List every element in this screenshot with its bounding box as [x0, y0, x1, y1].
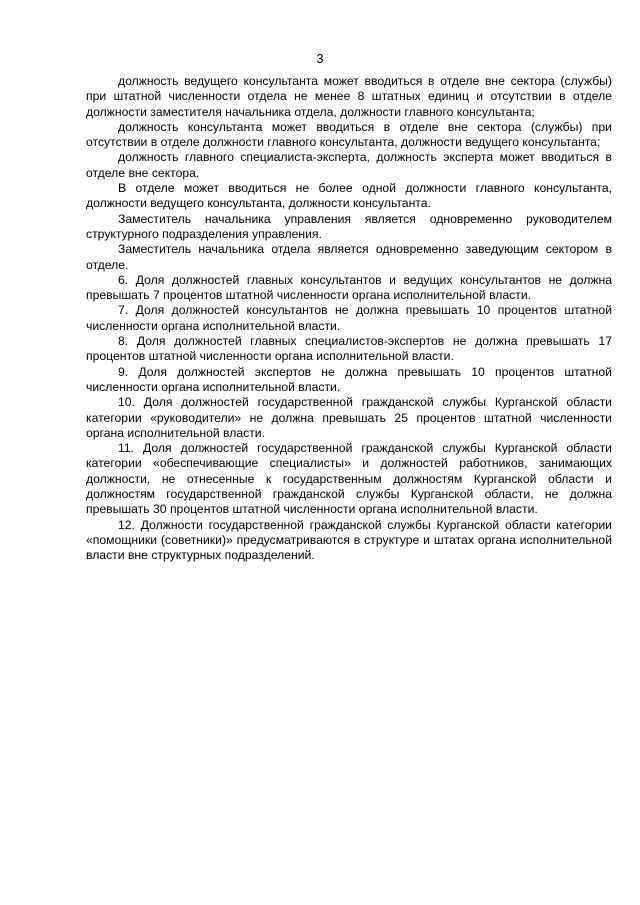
paragraph-item-7: 7. Доля должностей консультантов не должна превышать 10 процентов штатной численности органа исполнительной власти.: [86, 303, 612, 333]
document-body: [86, 74, 612, 564]
paragraph-deputy-head-of-department: Заместитель начальника отдела является одновременно заведующим сектором в отделе.: [86, 242, 612, 272]
paragraph-item-11: 11. Доля должностей государственной гражданской службы Курганской области категории «обеспечивающие специалисты» и должностей работников, занимающих должности, не отнесенные к государственным должностям Курганской области и должностям государственной гражданской службы Курганской области, не должна превышать 30 процентов штатной численности органа исполнительной власти.: [86, 441, 612, 517]
page-number: 3: [316, 52, 324, 66]
paragraph-deputy-head-of-directorate: Заместитель начальника управления является одновременно руководителем структурного подразделения управления.: [86, 211, 612, 241]
paragraph-item-8: 8. Доля должностей главных специалистов-экспертов не должна превышать 17 процентов штатной численности органа исполнительной власти.: [86, 334, 612, 364]
paragraph-leading-consultant: должность ведущего консультанта может вводиться в отделе вне сектора (службы) при штатной численности отдела не менее 8 штатных единиц и отсутствии в отделе должности заместителя начальника отдела, должности главного консультанта;: [86, 74, 612, 119]
paragraph-item-6: 6. Доля должностей главных консультантов и ведущих консультантов не должна превышать 7 процентов штатной численности органа исполнительной власти.: [86, 272, 612, 303]
paragraph-item-9: 9. Доля должностей экспертов не должна превышать 10 процентов штатной численности органа исполнительной власти.: [86, 364, 612, 394]
paragraph-department-limit: В отделе может вводиться не более одной должности главного консультанта, должности ведущего консультанта, должности консультанта.: [86, 181, 612, 211]
paragraph-chief-specialist-expert: должность главного специалиста-эксперта, должность эксперта может вводиться в отделе вне сектора.: [86, 150, 612, 180]
paragraph-consultant: должность консультанта может вводиться в отделе вне сектора (службы) при отсутствии в отделе должности главного консультанта, должности ведущего консультанта;: [86, 119, 612, 150]
paragraph-item-12: 12. Должности государственной гражданской службы Курганской области категории «помощники (советники)» предусматриваются в структуре и штатах органа исполнительной власти вне структурных подразделений.: [86, 517, 612, 563]
paragraph-item-10: 10. Доля должностей государственной гражданской службы Курганской области категории «руководители» не должна превышать 25 процентов штатной численности органа исполнительной власти.: [86, 395, 612, 440]
